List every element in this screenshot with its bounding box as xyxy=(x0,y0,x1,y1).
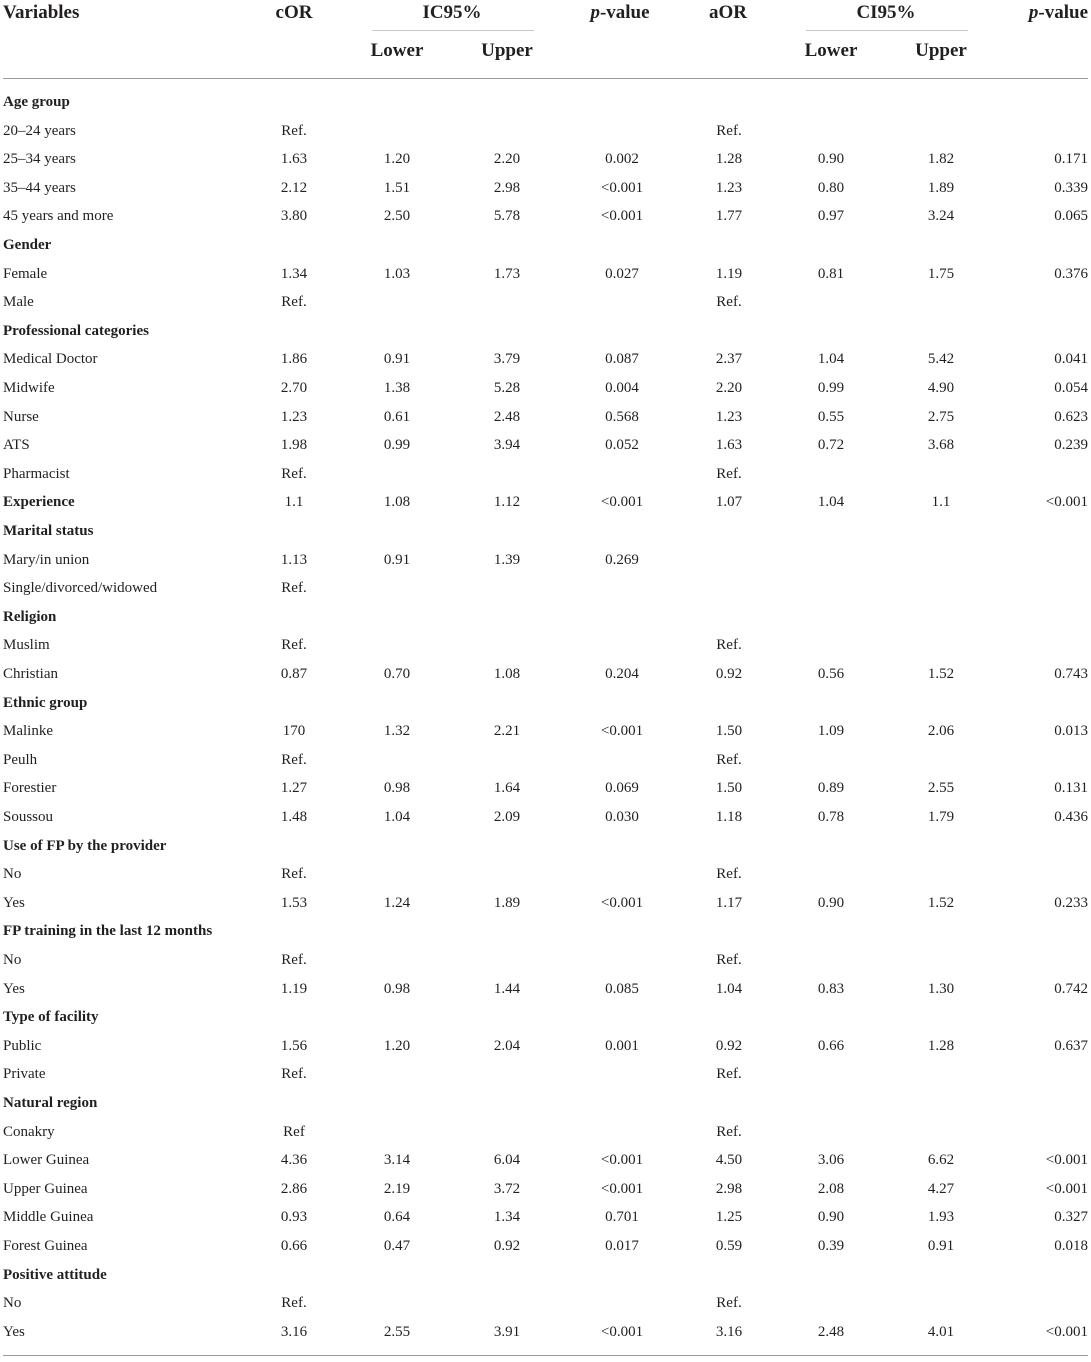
cell-p-value-adjusted: 0.637 xyxy=(1054,1037,1088,1054)
cell-aor: 1.77 xyxy=(715,208,743,225)
cell-ci-lower: 2.08 xyxy=(817,1180,845,1197)
cell-ci-lower: 0.39 xyxy=(817,1238,845,1254)
row-label: Christian xyxy=(3,666,58,682)
table-row xyxy=(0,202,1091,230)
row-label: Forestier xyxy=(3,780,57,797)
cell-p-value-crude: 0.204 xyxy=(605,666,639,682)
cell-p-value-adjusted: 0.623 xyxy=(1054,408,1088,425)
cell-cor: 0.93 xyxy=(280,1209,308,1226)
cell-ic-lower: 0.91 xyxy=(383,351,411,368)
cell-ic-upper: 2.21 xyxy=(493,723,521,740)
cell-ic-lower: 0.47 xyxy=(383,1238,411,1254)
section-label: Gender xyxy=(3,237,52,253)
cell-ic-upper: 1.39 xyxy=(493,551,521,568)
row-label: Medical Doctor xyxy=(3,351,98,368)
cell-ic-lower: 1.32 xyxy=(383,723,411,740)
cell-p-value-crude: <0.001 xyxy=(600,179,644,196)
cell-cor: 1.23 xyxy=(280,408,308,425)
cell-ci-upper: 1.28 xyxy=(927,1037,955,1054)
cell-ci-lower: 0.89 xyxy=(817,780,845,797)
ic95-underline xyxy=(372,30,534,31)
cell-aor: 3.16 xyxy=(715,1323,743,1340)
cell-p-value-crude: 0.030 xyxy=(605,809,639,825)
cell-p-value-crude: 0.017 xyxy=(605,1238,639,1254)
header-ci-upper: Upper xyxy=(915,40,967,61)
cell-ci-lower: 1.09 xyxy=(817,723,845,740)
cell-aor: 1.63 xyxy=(715,437,743,454)
cell-ic-upper: 1.64 xyxy=(493,780,521,797)
cell-ic-upper: 3.91 xyxy=(493,1323,521,1340)
cell-cor: 3.16 xyxy=(280,1323,308,1340)
cell-cor: 2.12 xyxy=(280,179,308,196)
cell-p-value-crude: 0.087 xyxy=(605,351,639,368)
section-label: Type of facility xyxy=(3,1009,99,1026)
row-label: Conakry xyxy=(3,1123,55,1140)
table-row xyxy=(0,431,1091,459)
table-row xyxy=(0,460,1091,488)
section-row xyxy=(0,1089,1091,1117)
table-row xyxy=(0,374,1091,402)
table-row xyxy=(0,145,1091,173)
table-row xyxy=(0,1232,1091,1260)
cell-aor: 4.50 xyxy=(715,1152,743,1169)
cell-p-value-adjusted: 0.376 xyxy=(1054,265,1088,282)
cell-cor: 0.66 xyxy=(280,1238,308,1254)
cell-cor: 170 xyxy=(282,723,306,740)
cell-ic-upper: 1.73 xyxy=(493,265,521,282)
table-row xyxy=(0,631,1091,659)
table-row xyxy=(0,1289,1091,1317)
cell-cor: Ref. xyxy=(281,122,307,139)
cell-ci-lower: 0.78 xyxy=(817,809,845,825)
cell-aor: 1.07 xyxy=(715,494,743,511)
cell-aor: 2.37 xyxy=(715,351,743,368)
cell-aor: Ref. xyxy=(716,1066,742,1083)
cell-p-value-adjusted: 0.054 xyxy=(1054,380,1088,396)
row-label: Yes xyxy=(3,894,25,911)
cell-cor: Ref. xyxy=(281,751,307,768)
cell-p-value-crude: 0.004 xyxy=(605,380,639,396)
section-label: Professional categories xyxy=(3,322,149,339)
row-label: 35–44 years xyxy=(3,179,76,196)
cell-ci-upper: 1.52 xyxy=(927,666,955,682)
cell-cor: 0.87 xyxy=(280,666,308,682)
cell-ci-lower: 0.99 xyxy=(817,380,845,396)
cell-ic-upper: 1.12 xyxy=(493,494,521,511)
row-label: Soussou xyxy=(3,809,54,825)
cell-aor: 2.98 xyxy=(715,1180,743,1197)
cell-p-value-crude: 0.027 xyxy=(605,265,639,282)
cell-aor: Ref. xyxy=(716,294,742,311)
table-row xyxy=(0,1175,1091,1203)
cell-ci-lower: 3.06 xyxy=(817,1152,845,1169)
cell-ci-upper: 1.1 xyxy=(931,494,951,511)
header-ic-lower: Lower xyxy=(370,40,424,61)
cell-ic-upper: 5.78 xyxy=(493,208,521,225)
cell-p-value-crude: 0.568 xyxy=(605,408,639,425)
section-label: Experience xyxy=(3,494,75,511)
table-row xyxy=(0,889,1091,917)
cell-ic-upper: 6.04 xyxy=(493,1152,521,1169)
cell-ic-upper: 3.94 xyxy=(493,437,521,454)
bottom-rule xyxy=(3,1355,1088,1356)
table-row xyxy=(0,1146,1091,1174)
cell-p-value-adjusted: 0.065 xyxy=(1054,208,1088,225)
section-label: Religion xyxy=(3,608,57,625)
cell-cor: 4.36 xyxy=(280,1152,308,1169)
cell-p-value-adjusted: <0.001 xyxy=(1045,1152,1088,1169)
cell-cor: Ref. xyxy=(281,637,307,654)
cell-aor: 1.17 xyxy=(715,894,743,911)
cell-p-value-adjusted: <0.001 xyxy=(1045,1323,1088,1340)
row-label: Female xyxy=(3,265,48,282)
cell-ic-upper: 1.89 xyxy=(493,894,521,911)
cell-cor: Ref. xyxy=(281,866,307,883)
cell-aor: 1.28 xyxy=(715,151,743,168)
cell-cor: 2.70 xyxy=(280,380,308,396)
table-row xyxy=(0,345,1091,373)
table-row xyxy=(0,117,1091,145)
row-label: Forest Guinea xyxy=(3,1238,88,1254)
cell-aor: 2.20 xyxy=(715,380,743,396)
cell-ci-upper: 1.75 xyxy=(927,265,955,282)
row-label: Mary/in union xyxy=(3,551,90,568)
section-row xyxy=(0,832,1091,860)
cell-ic-lower: 0.64 xyxy=(383,1209,411,1226)
cell-ic-upper: 5.28 xyxy=(493,380,521,396)
section-row xyxy=(0,917,1091,945)
row-label: No xyxy=(3,1295,22,1312)
cell-ic-upper: 2.98 xyxy=(493,179,521,196)
row-label: 25–34 years xyxy=(3,151,76,168)
cell-cor: 1.27 xyxy=(280,780,308,797)
cell-aor: 0.92 xyxy=(715,666,743,682)
cell-ci-upper: 0.91 xyxy=(927,1238,955,1254)
cell-cor: Ref xyxy=(283,1123,305,1140)
section-label: Positive attitude xyxy=(3,1266,107,1283)
cell-p-value-crude: <0.001 xyxy=(600,723,644,740)
cell-aor: Ref. xyxy=(716,465,742,482)
cell-cor: Ref. xyxy=(281,1066,307,1083)
cell-ci-upper: 1.82 xyxy=(927,151,955,168)
cell-p-value-adjusted: 0.018 xyxy=(1054,1238,1088,1254)
cell-ic-lower: 0.99 xyxy=(383,437,411,454)
cell-ci-lower: 0.66 xyxy=(817,1037,845,1054)
cell-cor: 1.63 xyxy=(280,151,308,168)
cell-ci-lower: 1.04 xyxy=(817,494,845,511)
row-label: Lower Guinea xyxy=(3,1152,90,1169)
cell-cor: 1.53 xyxy=(280,894,308,911)
cell-p-value-adjusted: 0.436 xyxy=(1054,809,1088,825)
cell-ic-upper: 0.92 xyxy=(493,1238,521,1254)
cell-p-value-adjusted: 0.327 xyxy=(1054,1209,1088,1226)
cell-ic-upper: 2.09 xyxy=(493,809,521,825)
cell-p-value-crude: <0.001 xyxy=(600,1152,644,1169)
cell-ci-lower: 0.80 xyxy=(817,179,845,196)
cell-p-value-adjusted: 0.131 xyxy=(1054,780,1088,797)
table-row xyxy=(0,1318,1091,1346)
cell-aor: 0.92 xyxy=(715,1037,743,1054)
cell-ci-lower: 0.56 xyxy=(817,666,845,682)
cell-ic-upper: 3.79 xyxy=(493,351,521,368)
cell-cor: 2.86 xyxy=(280,1180,308,1197)
cell-ci-upper: 6.62 xyxy=(927,1152,955,1169)
table-row xyxy=(0,574,1091,602)
cell-cor: 3.80 xyxy=(280,208,308,225)
cell-p-value-adjusted: 0.171 xyxy=(1054,151,1088,168)
cell-ic-lower: 1.24 xyxy=(383,894,411,911)
cell-ci-upper: 1.30 xyxy=(927,980,955,997)
cell-aor: 1.23 xyxy=(715,179,743,196)
cell-p-value-adjusted: <0.001 xyxy=(1045,1180,1088,1197)
section-label: Use of FP by the provider xyxy=(3,837,167,854)
table-row xyxy=(0,1060,1091,1088)
cell-ci-lower: 0.72 xyxy=(817,437,845,454)
section-row xyxy=(0,1261,1091,1289)
header-ci95: CI95% xyxy=(856,2,916,23)
cell-ci-upper: 1.89 xyxy=(927,179,955,196)
cell-ic-lower: 0.61 xyxy=(383,408,411,425)
section-row xyxy=(0,603,1091,631)
cell-ic-upper: 1.44 xyxy=(493,980,521,997)
section-row xyxy=(0,88,1091,116)
cell-ci-lower: 2.48 xyxy=(817,1323,845,1340)
cell-ci-upper: 4.90 xyxy=(927,380,955,396)
cell-aor: 1.25 xyxy=(715,1209,743,1226)
cell-p-value-adjusted: 0.239 xyxy=(1054,437,1088,454)
row-label: Midwife xyxy=(3,380,55,396)
section-label: Marital status xyxy=(3,523,94,539)
cell-p-value-crude: 0.069 xyxy=(605,780,639,797)
cell-p-value-adjusted: 0.013 xyxy=(1054,723,1088,740)
cell-ic-lower: 1.03 xyxy=(383,265,411,282)
cell-ic-upper: 2.04 xyxy=(493,1037,521,1054)
cell-aor: 1.04 xyxy=(715,980,743,997)
header-ci-lower: Lower xyxy=(804,40,858,61)
cell-ic-lower: 1.20 xyxy=(383,151,411,168)
cell-p-value-crude: 0.052 xyxy=(605,437,639,454)
cell-p-value-crude: 0.085 xyxy=(605,980,639,997)
cell-aor: 1.50 xyxy=(715,780,743,797)
cell-ci-upper: 2.06 xyxy=(927,723,955,740)
table-row xyxy=(0,746,1091,774)
cell-ic-lower: 1.51 xyxy=(383,179,411,196)
table-row xyxy=(0,260,1091,288)
cell-p-value-crude: 0.002 xyxy=(605,151,639,168)
cell-ci-upper: 1.93 xyxy=(927,1209,955,1226)
cell-aor: 1.23 xyxy=(715,408,743,425)
table-row xyxy=(0,174,1091,202)
cell-p-value-crude: <0.001 xyxy=(600,208,644,225)
row-label: No xyxy=(3,866,22,883)
header-ic-upper: Upper xyxy=(481,40,533,61)
cell-ic-lower: 3.14 xyxy=(383,1152,411,1169)
header-p-value-adjusted: p-value xyxy=(1028,2,1088,23)
ci95-underline xyxy=(806,30,968,31)
cell-ci-lower: 0.55 xyxy=(817,408,845,425)
cell-aor: Ref. xyxy=(716,637,742,654)
section-label: Age group xyxy=(3,94,70,110)
cell-aor: 1.50 xyxy=(715,723,743,740)
cell-p-value-crude: 0.701 xyxy=(605,1209,639,1226)
cell-p-value-adjusted: 0.742 xyxy=(1054,980,1088,997)
cell-p-value-crude: <0.001 xyxy=(600,1180,644,1197)
cell-cor: Ref. xyxy=(281,294,307,311)
cell-ic-upper: 1.08 xyxy=(493,666,521,682)
cell-ic-lower: 2.19 xyxy=(383,1180,411,1197)
cell-ic-upper: 2.48 xyxy=(493,408,521,425)
row-label: Upper Guinea xyxy=(3,1180,88,1197)
cell-ci-lower: 0.90 xyxy=(817,894,845,911)
table-row xyxy=(0,1118,1091,1146)
cell-ic-lower: 1.08 xyxy=(383,494,411,511)
cell-cor: Ref. xyxy=(281,465,307,482)
table-row xyxy=(0,1032,1091,1060)
row-label: Muslim xyxy=(3,637,50,654)
table-row xyxy=(0,717,1091,745)
cell-cor: Ref. xyxy=(281,580,307,597)
cell-ic-lower: 0.98 xyxy=(383,780,411,797)
section-label: Ethnic group xyxy=(3,694,88,711)
table-row xyxy=(0,975,1091,1003)
cell-aor: 1.18 xyxy=(715,809,743,825)
cell-ci-lower: 0.90 xyxy=(817,1209,845,1226)
table-row xyxy=(0,1203,1091,1231)
cell-ci-upper: 1.79 xyxy=(927,809,955,825)
table-row xyxy=(0,774,1091,802)
table-row xyxy=(0,288,1091,316)
cell-ic-lower: 1.38 xyxy=(383,380,411,396)
cell-ci-lower: 0.90 xyxy=(817,151,845,168)
section-row xyxy=(0,488,1091,516)
cell-aor: Ref. xyxy=(716,751,742,768)
table-row xyxy=(0,946,1091,974)
cell-p-value-crude: 0.269 xyxy=(605,551,639,568)
cell-ci-upper: 3.68 xyxy=(927,437,955,454)
cell-ic-lower: 2.50 xyxy=(383,208,411,225)
cell-p-value-crude: <0.001 xyxy=(600,1323,644,1340)
table-row xyxy=(0,546,1091,574)
cell-cor: 1.19 xyxy=(280,980,308,997)
table-row xyxy=(0,803,1091,831)
cell-p-value-crude: <0.001 xyxy=(600,494,644,511)
row-label: ATS xyxy=(3,437,30,454)
cell-cor: 1.13 xyxy=(280,551,308,568)
row-label: Male xyxy=(3,294,34,311)
cell-cor: 1.56 xyxy=(280,1037,308,1054)
cell-ci-lower: 1.04 xyxy=(817,351,845,368)
section-row xyxy=(0,1003,1091,1031)
cell-ic-lower: 2.55 xyxy=(383,1323,411,1340)
section-row xyxy=(0,517,1091,545)
cell-ci-upper: 2.75 xyxy=(927,408,955,425)
row-label: No xyxy=(3,952,22,968)
row-label: Nurse xyxy=(3,408,39,425)
row-label: Single/divorced/widowed xyxy=(3,580,158,597)
cell-aor: 1.19 xyxy=(715,265,743,282)
cell-aor: Ref. xyxy=(716,866,742,883)
row-label: 45 years and more xyxy=(3,208,114,225)
cell-ic-upper: 2.20 xyxy=(493,151,521,168)
cell-ci-lower: 0.83 xyxy=(817,980,845,997)
section-row xyxy=(0,689,1091,717)
row-label: Private xyxy=(3,1066,46,1083)
row-label: Peulh xyxy=(3,751,38,768)
cell-p-value-adjusted: 0.233 xyxy=(1054,894,1088,911)
cell-ci-lower: 0.81 xyxy=(817,265,845,282)
cell-p-value-crude: <0.001 xyxy=(600,894,644,911)
section-row xyxy=(0,231,1091,259)
header-cor: cOR xyxy=(275,2,313,23)
cell-ic-lower: 1.20 xyxy=(383,1037,411,1054)
row-label: 20–24 years xyxy=(3,122,76,139)
cell-cor: Ref. xyxy=(281,1295,307,1312)
cell-aor: 0.59 xyxy=(715,1238,743,1254)
cell-p-value-adjusted: 0.743 xyxy=(1054,666,1088,682)
cell-cor: 1.48 xyxy=(280,809,308,825)
cell-ci-upper: 3.24 xyxy=(927,208,955,225)
cell-cor: 1.34 xyxy=(280,265,308,282)
row-label: Pharmacist xyxy=(3,465,70,482)
cell-ic-upper: 1.34 xyxy=(493,1209,521,1226)
row-label: Middle Guinea xyxy=(3,1209,94,1226)
cell-cor: Ref. xyxy=(281,952,307,968)
cell-ic-upper: 3.72 xyxy=(493,1180,521,1197)
row-label: Public xyxy=(3,1037,42,1054)
section-label: Natural region xyxy=(3,1095,98,1111)
header-rule xyxy=(3,78,1088,79)
cell-ci-lower: 0.97 xyxy=(817,208,845,225)
cell-ic-lower: 1.04 xyxy=(383,809,411,825)
cell-cor: 1.1 xyxy=(284,494,304,511)
header-variables: Variables xyxy=(3,2,80,23)
cell-aor: Ref. xyxy=(716,952,742,968)
cell-aor: Ref. xyxy=(716,1123,742,1140)
cell-p-value-adjusted: <0.001 xyxy=(1045,494,1088,511)
cell-ic-lower: 0.98 xyxy=(383,980,411,997)
header-p-value-crude: p-value xyxy=(590,2,650,23)
header-aor: aOR xyxy=(709,2,747,23)
section-label: FP training in the last 12 months xyxy=(3,923,213,940)
row-label: Yes xyxy=(3,1323,25,1340)
row-label: Malinke xyxy=(3,723,53,740)
row-label: Yes xyxy=(3,980,25,997)
section-row xyxy=(0,317,1091,345)
cell-p-value-adjusted: 0.041 xyxy=(1054,351,1088,368)
table-row xyxy=(0,860,1091,888)
cell-p-value-crude: 0.001 xyxy=(605,1037,639,1054)
cell-cor: 1.86 xyxy=(280,351,308,368)
cell-ci-upper: 1.52 xyxy=(927,894,955,911)
header-ic95: IC95% xyxy=(422,2,482,23)
cell-ci-upper: 4.27 xyxy=(927,1180,955,1197)
cell-cor: 1.98 xyxy=(280,437,308,454)
cell-p-value-adjusted: 0.339 xyxy=(1054,179,1088,196)
cell-aor: Ref. xyxy=(716,1295,742,1312)
table-row xyxy=(0,403,1091,431)
cell-ci-upper: 2.55 xyxy=(927,780,955,797)
cell-ci-upper: 5.42 xyxy=(927,351,955,368)
table-row xyxy=(0,660,1091,688)
cell-aor: Ref. xyxy=(716,122,742,139)
cell-ic-lower: 0.70 xyxy=(383,666,411,682)
cell-ci-upper: 4.01 xyxy=(927,1323,955,1340)
cell-ic-lower: 0.91 xyxy=(383,551,411,568)
